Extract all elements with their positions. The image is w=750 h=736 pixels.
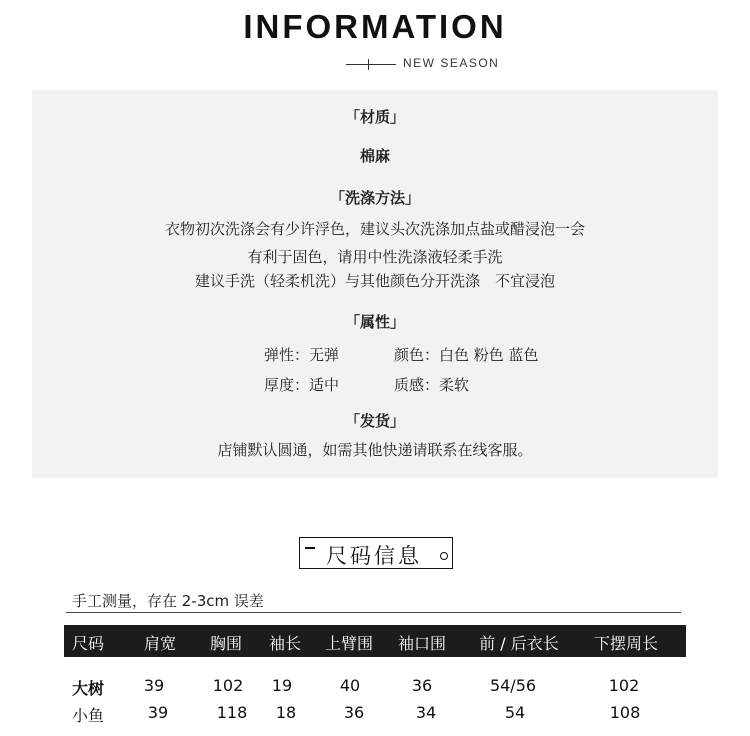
table-cell: 39 [143, 676, 165, 695]
table-cell: 102 [212, 676, 244, 695]
column-header: 袖口围 [397, 634, 446, 653]
attribute-label: 颜色： [394, 346, 440, 364]
washing-line: 建议手洗（轻柔机洗）与其他颜色分开洗涤 不宜浸泡 [194, 272, 555, 290]
page-title: INFORMATION [243, 8, 507, 45]
attribute-elasticity [264, 344, 339, 365]
attribute-value: 柔软 [439, 376, 470, 394]
subtitle: NEW SEASON [403, 56, 500, 70]
divider [66, 612, 681, 613]
material-value: 棉麻 [359, 147, 390, 165]
size-name: 大树 [71, 679, 104, 698]
measurement-note: 手工测量，存在 2-3cm 误差 [72, 592, 264, 610]
attribute-label: 质感： [394, 376, 440, 394]
attribute-thickness [264, 374, 339, 395]
attribute-label: 弹性： [264, 346, 310, 364]
table-cell: 54 [504, 703, 526, 722]
washing-heading: 「洗涤方法」 [329, 189, 420, 207]
size-section-title: 尺码信息 [326, 544, 422, 568]
table-cell: 102 [608, 676, 640, 695]
attributes-heading: 「属性」 [344, 313, 405, 331]
table-cell: 54/56 [489, 676, 537, 695]
table-cell: 108 [609, 703, 641, 722]
column-header: 上臂围 [324, 634, 373, 653]
table-cell: 118 [216, 703, 248, 722]
table-cell: 34 [415, 703, 437, 722]
material-heading: 「材质」 [344, 108, 405, 126]
attribute-label: 厚度： [264, 376, 310, 394]
column-header: 肩宽 [143, 634, 176, 653]
shipping-heading: 「发货」 [344, 412, 405, 430]
attribute-texture [394, 374, 469, 395]
table-cell: 18 [275, 703, 297, 722]
table-cell: 36 [411, 676, 433, 695]
table-cell: 39 [147, 703, 169, 722]
table-cell: 40 [339, 676, 361, 695]
column-header: 袖长 [268, 634, 301, 653]
column-header: 尺码 [71, 634, 104, 653]
decorative-tick [368, 59, 369, 70]
attribute-value: 白色 粉色 蓝色 [439, 346, 539, 364]
attribute-value: 适中 [309, 376, 340, 394]
column-header: 胸围 [209, 634, 242, 653]
attribute-value: 无弹 [309, 346, 340, 364]
washing-line: 衣物初次洗涤会有少许浮色，建议头次洗涤加点盐或醋浸泡一会 [164, 220, 585, 238]
shipping-text: 店铺默认圆通，如需其他快递请联系在线客服。 [217, 441, 533, 459]
circle-mark [440, 552, 448, 560]
column-header: 下摆周长 [593, 634, 658, 653]
washing-line: 有利于固色，请用中性洗涤液轻柔手洗 [247, 248, 503, 266]
frame-corner-mark [305, 547, 315, 549]
table-cell: 19 [271, 676, 293, 695]
column-header: 前 / 后衣长 [479, 634, 559, 653]
table-cell: 36 [343, 703, 365, 722]
decorative-line [346, 64, 396, 65]
size-name: 小鱼 [71, 706, 104, 725]
attribute-color [394, 344, 539, 365]
